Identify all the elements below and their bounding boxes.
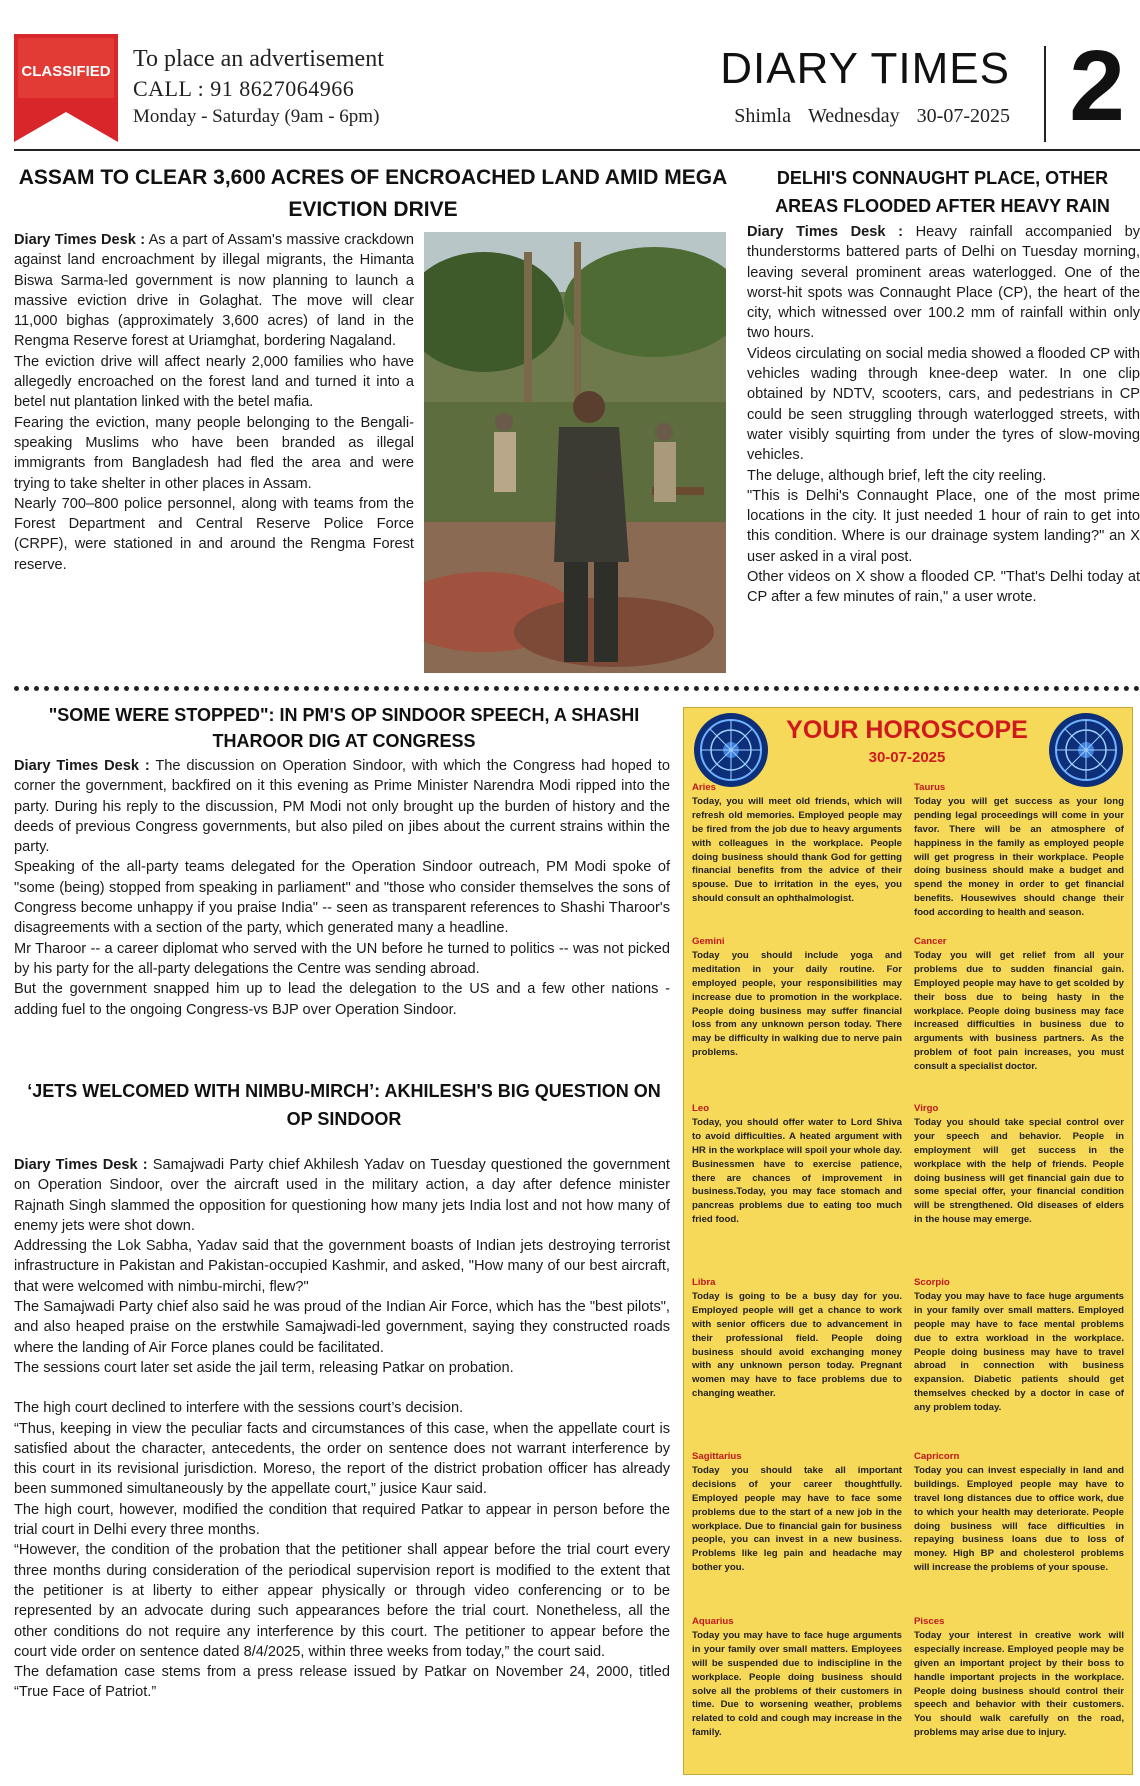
sign-text: Today you may have to face huge arguments in your family over small matters. Employed people may have to face mental problems due to extra workload in the workplace. People doing business may have to travel abroad in connection with business expansion. Diabetic patients should get themselves checked by a doctor in case of any problem today.	[914, 1290, 1124, 1414]
article1-headline: ASSAM TO CLEAR 3,600 ACRES OF ENCROACHED LAND AMID MEGA EVICTION DRIVE	[18, 166, 728, 221]
article2-para: Diary Times Desk : Heavy rainfall accompanied by thunderstorms battered parts of Delhi on Tuesday morning, leaving several prominent areas waterlogged. One of the worst-hit spots was Connaught Place (CP), the heart of the city, which witnessed over 100.2 mm of rainfall within only two hours.	[747, 224, 1140, 342]
sign-name: Pisces	[914, 1616, 945, 1627]
zodiac-wheel-icon	[1048, 712, 1124, 788]
sign-name: Leo	[692, 1103, 710, 1114]
sign-virgo	[914, 1102, 1124, 1227]
classified-ribbon	[14, 34, 118, 142]
article3-byline: Diary Times Desk :	[14, 758, 150, 774]
dateline	[720, 100, 1010, 132]
article3-para: Mr Tharoor -- a career diplomat who served with the UN before he turned to politics -- was not picked by his party for the all-party delegations the Centre was sending abroad.	[14, 940, 670, 977]
article4-para: The high court, however, modified the condition that required Patkar to appear in person before the trial court in Delhi every three months.	[14, 1501, 670, 1539]
sign-text: Today is going to be a busy day for you. Employed people will get a chance to work with senior officers due to advancement in their professional field. People doing business should avoid exchanging money with any unknown person today. Pregnant women may have to face problems due to changing weather.	[692, 1290, 902, 1400]
article1-para: Nearly 700–800 police personnel, along with teams from the Forest Department and Central Reserve Police Force (CRPF), were stationed in and around the Rengma Forest reserve.	[14, 495, 414, 573]
sign-name: Scorpio	[914, 1277, 950, 1288]
article4-para: Diary Times Desk : Samajwadi Party chief Akhilesh Yadav on Tuesday questioned the government on Operation Sindoor, over the aircraft used in the military action, a day after defence minister Rajnath Singh slammed the opposition for questioning how many jets India lost and not how many of enemy jets were shot down.	[14, 1157, 670, 1234]
sign-scorpio	[914, 1276, 1124, 1415]
sign-name: Gemini	[692, 936, 725, 947]
header-rule	[14, 149, 1140, 151]
paper-name: DIARY TIMES	[720, 44, 1010, 93]
sign-name: Taurus	[914, 782, 946, 793]
sign-name: Sagittarius	[692, 1451, 742, 1462]
article4-para: The high court declined to interfere with the sessions court’s decision.	[14, 1400, 464, 1417]
article2-para: "This is Delhi's Connaught Place, one of the most prime locations in the city. It just needed 1 hour of rain to get into this condition. Where is our drainage system landing?" an X user asked in a viral post.	[747, 487, 1140, 565]
masthead-divider	[1044, 46, 1046, 142]
ad-phone: CALL : 91 8627064966	[133, 76, 355, 101]
sign-taurus	[914, 781, 1124, 920]
section-divider	[14, 686, 1140, 691]
sign-text: Today you can invest especially in land and buildings. Employed people may have to travel long distances due to office work, due to which your health may deteriorate. People doing business will face difficulties in repaying business loans due to loss of money. High BP and cholesterol problems will increase the problems of your spouse.	[914, 1464, 1124, 1574]
sign-gemini	[692, 935, 902, 1060]
sign-name: Capricorn	[914, 1451, 960, 1462]
article1-body	[14, 230, 414, 575]
article2-headline: DELHI'S CONNAUGHT PLACE, OTHER AREAS FLOODED AFTER HEAVY RAIN	[775, 168, 1110, 216]
article1-byline: Diary Times Desk :	[14, 232, 146, 248]
article3-para: But the government snapped him up to lead the delegation to the US and a few other nations - adding fuel to the ongoing Congress-vs BJP over Operation Sindoor.	[14, 981, 670, 1018]
sign-pisces	[914, 1615, 1124, 1740]
dateline-weekday: Wednesday	[807, 105, 900, 127]
article3-body	[14, 756, 670, 1020]
article2-para: The deluge, although brief, left the city reeling.	[747, 467, 1047, 484]
sign-name: Cancer	[914, 936, 947, 947]
masthead	[720, 44, 1010, 132]
sign-name: Aquarius	[692, 1616, 734, 1627]
sign-name: Libra	[692, 1277, 716, 1288]
article4-para: The defamation case stems from a press release issued by Patkar on November 24, 2000, titled “True Face of Patriot.”	[14, 1664, 670, 1701]
article1-para: Diary Times Desk : As a part of Assam's massive crackdown against land encroachment by illegal migrants, the Himanta Biswa Sarma-led government is now planning to launch a massive eviction drive in Golaghat. The move will clear 11,000 bighas (approximately 3,600 acres) of land in the Rengma Reserve forest at Uriamghat, bordering Nagaland.	[14, 232, 414, 350]
zodiac-wheel-icon	[693, 712, 769, 788]
article2-byline: Diary Times Desk :	[747, 224, 903, 240]
ad-hours: Monday - Saturday (9am - 6pm)	[133, 106, 380, 127]
article4-body	[14, 1155, 670, 1775]
sign-text: Today you should take special control over your speech and behavior. People in employment will get success in the workplace with the help of friends. People doing business will get financial gain due to some special offer, your financial condition will be strengthened. Old diseases of elders in the house may emerge.	[914, 1116, 1124, 1226]
horoscope-title: YOUR HOROSCOPE	[786, 716, 1028, 744]
page-number: 2	[1069, 30, 1125, 142]
article2-para: Other videos on X show a flooded CP. "That's Delhi today at CP after a few minutes of rain," a user wrote.	[747, 569, 1140, 606]
article4-para: Addressing the Lok Sabha, Yadav said that the government boasts of Indian jets destroying terrorist infrastructure in Pakistan and Pakistan-occupied Kashmir, and asked, "How many of our best aircraft, that were welcomed with nimbu-mirchi, flew?"	[14, 1238, 670, 1295]
sign-cancer	[914, 935, 1124, 1074]
sign-leo	[692, 1102, 902, 1227]
article4-headline: ‘JETS WELCOMED WITH NIMBU-MIRCH’: AKHILESH'S BIG QUESTION ON OP SINDOOR	[27, 1081, 661, 1129]
article3-para: Diary Times Desk : The discussion on Operation Sindoor, with which the Congress had hoped to corner the government, backfired on it this evening as Prime Minister Narendra Modi ripped into the party. During his reply to the discussion, PM Modi not only brought up the burden of history and the deeds of previous Congress governments, but also piled on jibes about the current strains within the party.	[14, 758, 670, 856]
sign-text: Today you may have to face huge arguments in your family over small matters. Employees will be suspended due to indiscipline in the workplace. People doing business should solve all the problems of their customers in time. Due to worsening weather, problems related to cold and cough may increase in the family.	[692, 1629, 902, 1739]
sign-sagittarius	[692, 1450, 902, 1575]
article1-para: Fearing the eviction, many people belonging to the Bengali-speaking Muslims who have been branded as illegal immigrants from Bangladesh had fled the area and were trying to take shelter in other places in Assam.	[14, 414, 414, 492]
sign-text: Today, you should offer water to Lord Shiva to avoid difficulties. A heated argument with HR in the workplace will spoil your whole day. Businessmen have to exercise patience, there are chances of improvement in business.Today, you may face stomach and pancreas problems due to eating too much fried food.	[692, 1116, 902, 1226]
sign-name: Aries	[692, 782, 716, 793]
sign-capricorn	[914, 1450, 1124, 1575]
sign-name: Virgo	[914, 1103, 939, 1114]
sign-aquarius	[692, 1615, 902, 1740]
sign-text: Today, you will meet old friends, which will refresh old memories. Employed people may be fired from the job due to heavy arguments with colleagues in the workplace. People doing business should thank God for getting financial benefits from the advice of their spouse. Due to irritation in the eyes, you should consult an ophthalmologist.	[692, 795, 902, 905]
article3-para: Speaking of the all-party teams delegated for the Operation Sindoor outreach, PM Modi spoke of "some (being) stopped from speaking in parliament" and "those who consider themselves the sons of Congress become unhappy if you praise India" -- seen as transparent references to Shashi Tharoor's disagreements with a section of the party, which generated many a headline.	[14, 859, 670, 937]
sign-text: Today you will get success as your long pending legal proceedings will come in your favor. There will be an atmosphere of happiness in the family as employed people will get progress in their workplace. People doing business should make a budget and spend the money in order to get financial benefits. Housewives should change their food according to health and season.	[914, 795, 1124, 919]
article4-byline: Diary Times Desk :	[14, 1157, 148, 1173]
eviction-drive-photo	[424, 232, 726, 673]
article1-para: The eviction drive will affect nearly 2,000 families who have allegedly encroached on the forest land and turned it into a betel nut plantation linked with the betel mafia.	[14, 353, 414, 411]
article2-para: Videos circulating on social media showed a flooded CP with vehicles wading through knee-deep water. In one clip obtained by NDTV, scooters, cars, and pedestrians in CP could be seen struggling through waterlogged streets, with water visibly squirting from under the tyres of slow-moving vehicles.	[747, 345, 1140, 464]
dateline-city: Shimla	[734, 105, 791, 127]
article4-para: “However, the condition of the probation that the petitioner shall appear before the trial court every three months during consideration of the periodical supervision report is modified to the extent that the petitioner is at liberty to either appear physically or through video conferencing or to be represented by an advocate during such appearances before the trial court. Nonetheless, all the other conditions do not require any interference by this court. The petitioner to appear before the court vide order on sentence dated 8/4/2025, within three weeks from today,” the court said.	[14, 1542, 670, 1660]
classified-label: CLASSIFIED	[21, 63, 111, 80]
sign-text: Today you should take all important decisions of your career thoughtfully. Employed people may have to face some problems due to the start of a new job in the workplace. Due to financial gain for business people, you can invest in a new business. Problems like leg pain and headache may bother you.	[692, 1464, 902, 1574]
sign-text: Today you should include yoga and meditation in your daily routine. For employed people, your responsibilities may increase due to promotion in the workplace. People doing business may suffer financial loss from any unknown person today. There may be difficulty in walking due to nerve pain problems.	[692, 949, 902, 1059]
sign-libra	[692, 1276, 902, 1401]
ad-title: To place an advertisement	[133, 46, 384, 72]
article3-headline: "SOME WERE STOPPED": IN PM'S OP SINDOOR SPEECH, A SHASHI THAROOR DIG AT CONGRESS	[48, 705, 640, 751]
sign-aries	[692, 781, 902, 906]
article4-para	[14, 1378, 670, 1398]
dateline-date: 30-07-2025	[916, 105, 1010, 127]
sign-text: Today your interest in creative work will especially increase. Employed people may be given an important project by their boss to handle important projects in the workplace. People doing business should control their speech and behavior with their customers. You should walk carefully on the road, problems may arise due to injury.	[914, 1629, 1124, 1739]
article4-para: The Samajwadi Party chief also said he was proud of the Indian Air Force, which has the "best pilots", and also heaped praise on the erstwhile Samajwadi-led government, saying they constructed roads where the landing of Air Force planes could be facilitated.	[14, 1299, 670, 1356]
sign-text: Today you will get relief from all your problems due to sudden financial gain. Employed people may have to get scolded by their boss due to being hasty in the workplace. People doing business may face increased difficulties in business due to arguments with business partners. As the problem of foot pain increases, you must consult a specialist doctor.	[914, 949, 1124, 1073]
advertisement-info	[133, 44, 384, 130]
horoscope-date: 30-07-2025	[868, 749, 946, 766]
article2-body	[747, 222, 1140, 668]
article4-para: The sessions court later set aside the jail term, releasing Patkar on probation.	[14, 1359, 514, 1376]
article4-para: “Thus, keeping in view the peculiar facts and circumstances of this case, when the appellate court is satisfied about the character, antecedents, the order on sentence does not warrant interference by this court in its revisional jurisdiction. Moreso, the report of the district probation officer has already been summoned simultaneously by the appellate court,” jusice Kaur said.	[14, 1420, 670, 1498]
